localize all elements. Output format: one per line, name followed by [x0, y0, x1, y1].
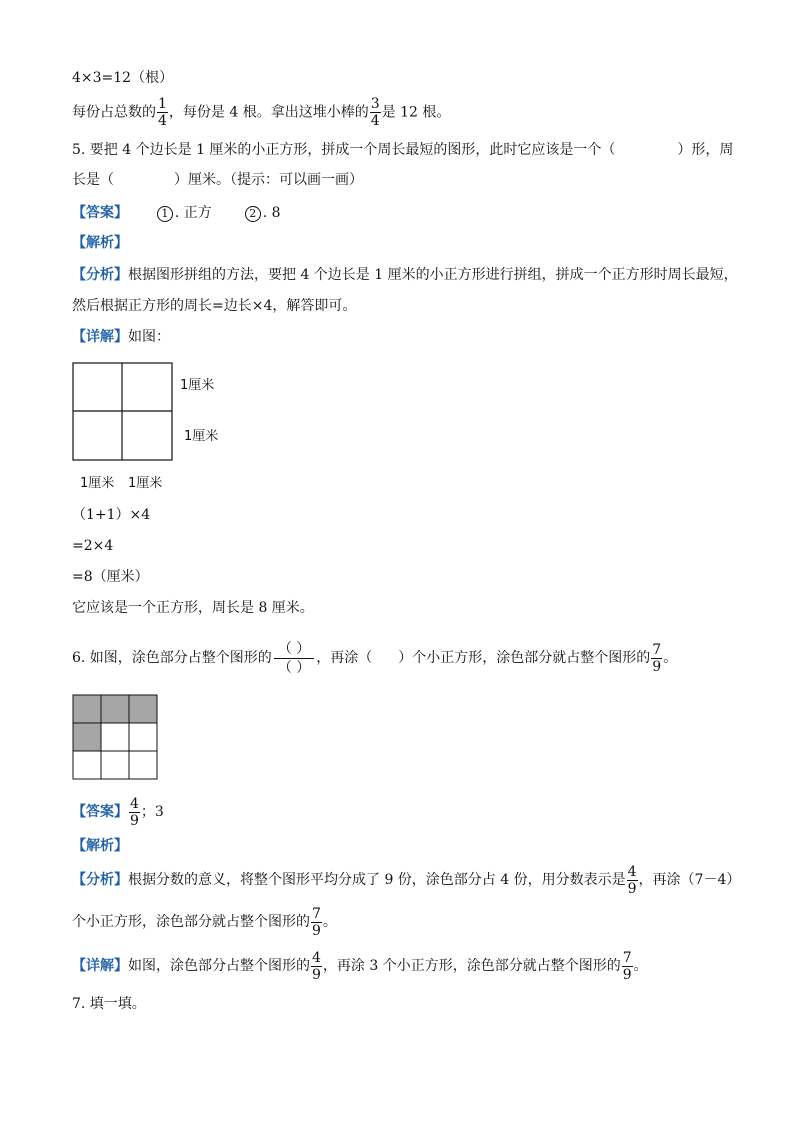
q7-stem: 7. 填一填。 [72, 996, 146, 1012]
grid-cell-shaded [73, 695, 101, 723]
figure-label-bottom-left: 1厘米 [80, 476, 115, 491]
circle-number-2: 2 [245, 206, 261, 222]
fraction: $\frac{7}{9}$ [652, 641, 662, 675]
blank-fraction: （ ） （ ） [274, 640, 314, 677]
grid-cell [101, 751, 129, 779]
text: 是 12 根。 [381, 104, 451, 121]
q5-fenxi-line1: 【分析】根据图形拼组的方法，要把 4 个边长是 1 厘米的小正方形进行拼组，拼成一个正方形时周长最短， [72, 267, 738, 283]
fraction: $\frac{4}{9}$ [312, 949, 321, 983]
figure-label-bottom-right: 1厘米 [128, 476, 163, 491]
grid-cell [101, 723, 129, 751]
q6-analysis-tag: 【解析】 [72, 838, 128, 854]
fraction: $\frac{3}{4}$ [370, 96, 380, 129]
q6-fenxi-line2: 个小正方形，涂色部分就占整个图形的 $\frac{7}{9}$ 。 [72, 905, 337, 939]
fraction: $\frac{1}{4}$ [158, 96, 167, 129]
text: ，每份是 4 根。拿出这堆小棒的 [168, 104, 369, 121]
calc-line: 4×3=12（根） [72, 70, 174, 86]
grid-cell-shaded [101, 695, 129, 723]
q5-calc2: =2×4 [72, 538, 114, 554]
circle-number-1: 1 [157, 206, 173, 222]
text: 每份占总数的 [72, 104, 156, 121]
q5-calc3: =8（厘米） [72, 569, 149, 585]
fraction: $\frac{7}{9}$ [622, 949, 632, 983]
q6-answer: 【答案】 $\frac{4}{9}$ ；3 [72, 795, 164, 829]
q5-calc1: （1+1）×4 [72, 507, 151, 523]
grid-cell [129, 723, 157, 751]
q6-fenxi-line1: 【分析】根据分数的意义，将整个图形平均分成了 9 份，涂色部分占 4 份，用分数表示是 $\frac{4}{9}$ ，再涂（7－4） [72, 863, 741, 897]
grid-cell [129, 751, 157, 779]
figure-label-right-top: 1厘米 [180, 378, 215, 393]
q5-stem-line2: 长是（ ）厘米。（提示：可以画一画） [72, 172, 363, 188]
grid-figure [72, 694, 158, 780]
fraction: $\frac{4}{9}$ [130, 795, 139, 829]
q5-analysis-tag: 【解析】 [72, 235, 128, 251]
q5-answer: 【答案】 1 . 正方 2 . 8 [72, 205, 281, 221]
grid-cell-shaded [73, 723, 101, 751]
q5-fenxi-line2: 然后根据正方形的周长=边长×4，解答即可。 [72, 298, 357, 314]
fraction: $\frac{7}{9}$ [312, 905, 321, 939]
explanation-line [72, 96, 450, 129]
grid-cell-shaded [129, 695, 157, 723]
q6-stem: 6. 如图，涂色部分占整个图形的 （ ） （ ） ，再涂（ ）个小正方形，涂色部分就占整个图形的 $\frac{7}{9}$ 。 [72, 640, 678, 676]
square-figure [72, 362, 174, 462]
grid-cell [73, 751, 101, 779]
q6-detail: 【详解】如图，涂色部分占整个图形的 $\frac{4}{9}$ ，再涂 3 个小正方形，涂色部分就占整个图形的 $\frac{7}{9}$ 。 [72, 949, 648, 983]
figure-label-right-bottom: 1厘米 [184, 429, 219, 444]
q5-conclusion: 它应该是一个正方形，周长是 8 厘米。 [72, 600, 314, 616]
q5-detail: 【详解】如图： [72, 329, 170, 345]
q5-stem: 5. 要把 4 个边长是 1 厘米的小正方形，拼成一个周长最短的图形，此时它应该是一个（ ）形，周 [72, 142, 734, 158]
answer-tag: 【答案】 [72, 205, 128, 221]
fraction: $\frac{4}{9}$ [627, 863, 637, 897]
